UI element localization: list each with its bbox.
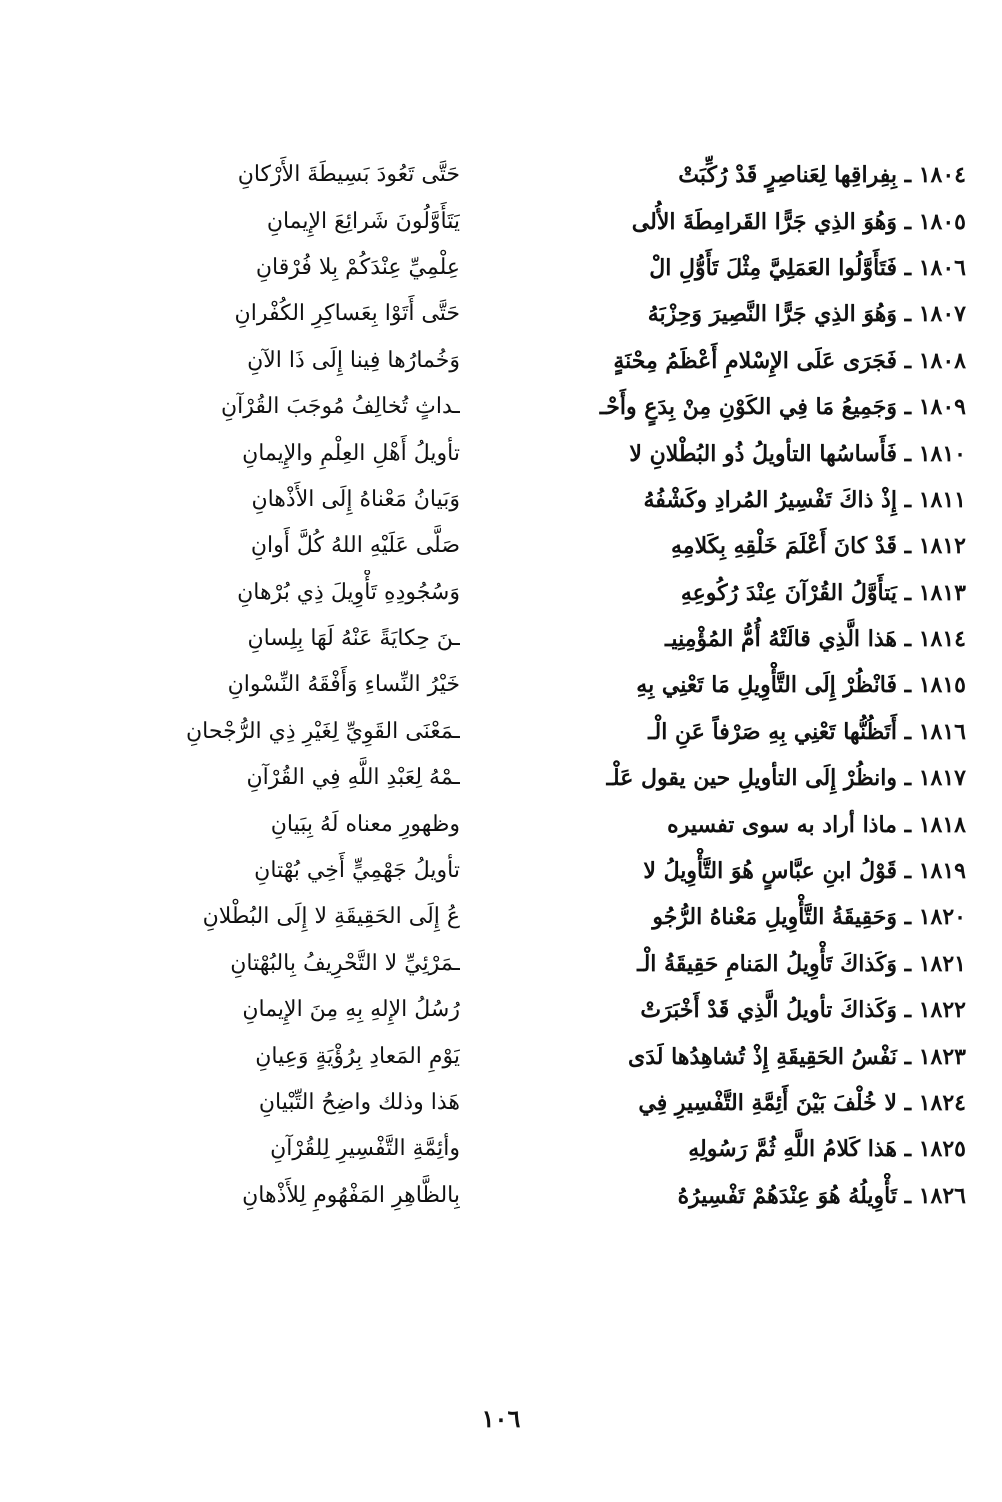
verse-first-hemistich: ١٨١٣ ـ يَتأَوَّلُ القُرْآنَ عِنْدَ رُكُوعِهِ <box>680 579 966 606</box>
verse-second-hemistich: ـمَرْئِيِّ لا التَّحْرِيفُ بِالبُهْتانِ <box>230 950 460 976</box>
verse-line <box>40 662 966 708</box>
verse-first-hemistich: ١٨٢٤ ـ لا خُلْفَ بَيْنَ أَئِمَّةِ التَّفْسِيرِ فِي <box>638 1090 966 1116</box>
verse-line <box>40 894 966 940</box>
verse-line <box>40 1033 966 1079</box>
verse-second-hemistich: وظهورِ معناه لَهُ بِبَيانِ <box>270 811 460 837</box>
verse-line <box>40 384 966 430</box>
verse-first-hemistich: ١٨٢٢ ـ وَكَذاكَ تأويلُ الَّذِي قَدْ أَخْبَرَتْ <box>640 997 966 1024</box>
verse-line <box>40 570 966 616</box>
verse-first-hemistich: ١٨١٩ ـ قَوْلُ ابنِ عبَّاسٍ هُوَ التَّأْوِيلُ لا <box>643 858 966 885</box>
verse-first-hemistich: ١٨٠٦ ـ فَتَأَوَّلُوا العَمَلِيَّ مِثْلَ تَأَوُّلِ الْ <box>649 254 966 281</box>
verse-first-hemistich: ١٨٠٤ ـ بِفِراقِها لِعَناصِرٍ قَدْ رُكِّبَتْ <box>678 162 966 189</box>
verse-line <box>40 338 966 384</box>
verse-first-hemistich: ١٨٠٥ ـ وَهُوَ الذِي جَرًّا القَرامِطَةَ الأُلى <box>631 208 966 235</box>
verse-first-hemistich: ١٨١٧ ـ وانظُرْ إِلَى التأويلِ حين يقول عَلْـ <box>606 765 966 792</box>
verse-second-hemistich: حَتَّى تَعُودَ بَسِيطَةَ الأَرْكانِ <box>237 162 460 188</box>
verse-line <box>40 709 966 755</box>
verse-second-hemistich: وأئِمَّةِ التَّفْسِيرِ لِلقُرْآنِ <box>270 1136 460 1162</box>
verse-second-hemistich: ـمَعْنَى القَوِيِّ لِغَيْرِ ذِي الرُّجْحانِ <box>186 718 460 744</box>
verse-second-hemistich: صَلَّى عَلَيْهِ اللهُ كُلَّ أَوانِ <box>250 533 460 559</box>
verse-line <box>40 801 966 847</box>
verse-line <box>40 245 966 291</box>
verse-second-hemistich: ـمْهُ لِعَبْدِ اللَّهِ فِي القُرْآنِ <box>246 765 460 791</box>
verse-first-hemistich: ١٨٠٨ ـ فَجَرَى عَلَى الإِسْلامِ أَعْظَمُ مِحْنَةٍ <box>613 347 966 374</box>
verse-first-hemistich: ١٨٢١ ـ وَكَذاكَ تَأْوِيلُ المَنامِ حَقِيقَةُ الْـ <box>637 950 966 977</box>
verse-second-hemistich: عِلْمِيِّ عِنْدَكُمْ بِلا فُرْقانِ <box>255 254 460 280</box>
verse-line <box>40 430 966 476</box>
verse-second-hemistich: عُ إِلَى الحَقِيقَةِ لا إِلَى البُطْلانِ <box>202 904 460 930</box>
verse-line <box>40 198 966 244</box>
verse-line <box>40 291 966 337</box>
verse-second-hemistich: خَيْرُ النِّساءِ وَأَفْقَهُ النِّسْوانِ <box>227 672 460 698</box>
verse-first-hemistich: ١٨١٤ ـ هَذا الَّذِي قالَتْهُ أُمُّ المُؤْمِنِيـ <box>664 626 966 653</box>
verse-second-hemistich: وَبَيانُ مَعْناهُ إِلَى الأَذْهانِ <box>251 486 460 512</box>
verse-line <box>40 987 966 1033</box>
verse-second-hemistich: وَسُجُودِهِ تَأْوِيلَ ذِي بُرْهانِ <box>237 579 460 605</box>
verse-line <box>40 755 966 801</box>
verse-first-hemistich: ١٨١٠ ـ فَأَساسُها التأويلُ ذُو البُطْلانِ لا <box>629 440 966 467</box>
verse-second-hemistich: تأويلُ أَهْلِ العِلْمِ والإِيمانِ <box>242 440 460 466</box>
verse-first-hemistich: ١٨٠٩ ـ وَجَمِيعُ مَا فِي الكَوْنِ مِنْ بِدَعٍ وأَحْـ <box>599 394 966 421</box>
verse-first-hemistich: ١٨١٥ ـ فَانْظُرْ إِلَى التَّأْوِيلِ مَا تَعْنِي بِهِ <box>636 672 966 699</box>
verse-line <box>40 152 966 198</box>
verse-line <box>40 1173 966 1219</box>
verse-first-hemistich: ١٨٢٥ ـ هَذا كَلامُ اللَّهِ ثُمَّ رَسُولِهِ <box>688 1136 966 1163</box>
verse-second-hemistich: يَوْمِ المَعادِ بِرُؤْيَةٍ وَعِيانِ <box>255 1043 460 1069</box>
verse-second-hemistich: بِالظَّاهِرِ المَفْهُومِ لِلأَذْهانِ <box>242 1182 460 1208</box>
verse-first-hemistich: ١٨١٦ ـ أَتَظُنُّها تَعْنِي بِهِ صَرْفاً عَنِ الْـ <box>648 718 966 745</box>
verse-first-hemistich: ١٨١١ ـ إِذْ ذاكَ تَفْسِيرُ المُرادِ وكَشْفُهُ <box>643 486 966 513</box>
verse-line <box>40 1126 966 1172</box>
verse-line <box>40 616 966 662</box>
verse-line <box>40 523 966 569</box>
verse-second-hemistich: وَخُمارُها فِينا إِلَى ذَا الآنِ <box>247 347 460 373</box>
verse-first-hemistich: ١٨٢٠ ـ وَحَقِيقَةُ التَّأْوِيلِ مَعْناهُ الرُّجُو <box>652 904 966 931</box>
verse-line <box>40 941 966 987</box>
verse-first-hemistich: ١٨١٢ ـ قَدْ كانَ أَعْلَمَ خَلْقِهِ بِكَلامِهِ <box>670 533 966 560</box>
verse-list <box>40 152 966 1219</box>
verse-first-hemistich: ١٨٢٦ ـ تَأْوِيلُهُ هُوَ عِنْدَهُمْ تَفْسِيرُهُ <box>677 1182 966 1209</box>
verse-second-hemistich: هَذا وذلك واضِحُ التِّبْيانِ <box>258 1090 460 1115</box>
verse-second-hemistich: ـداثٍ تُخالِفُ مُوجَبَ القُرْآنِ <box>220 394 460 420</box>
verse-line <box>40 848 966 894</box>
verse-second-hemistich: رُسُلُ الإِلهِ بِهِ مِنَ الإِيمانِ <box>242 997 460 1023</box>
verse-first-hemistich: ١٨٠٧ ـ وَهُوَ الذِي جَرًّا النَّصِيرَ وَحِزْبَهُ <box>647 301 966 328</box>
verse-first-hemistich: ١٨٢٣ ـ نَفْسُ الحَقِيقَةِ إِذْ تُشاهِدُها لَدَى <box>628 1043 966 1070</box>
verse-line <box>40 1080 966 1126</box>
verse-first-hemistich: ١٨١٨ ـ ماذا أراد به سوى تفسيره <box>667 811 966 838</box>
page-number: ١٠٦ <box>481 1404 521 1433</box>
verse-second-hemistich: تأويلُ جَهْمِيٍّ أَخِي بُهْتانِ <box>254 858 460 884</box>
verse-second-hemistich: يَتَأَوَّلُونَ شَرائِعَ الإِيمانِ <box>266 208 460 234</box>
verse-second-hemistich: ـنَ حِكايَةً عَنْهُ لَهَا بِلِسانِ <box>247 626 460 652</box>
verse-second-hemistich: حَتَّى أَتَوْا بِعَساكِرِ الكُفْرانِ <box>234 301 460 327</box>
verse-line <box>40 477 966 523</box>
